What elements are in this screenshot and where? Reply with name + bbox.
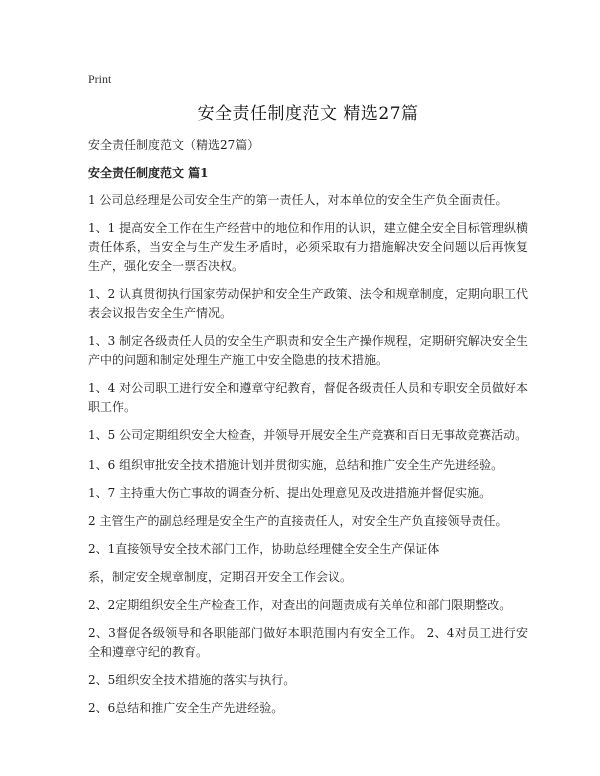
paragraph: 系，制定安全规章制度，定期召开安全工作会议。 — [88, 570, 353, 584]
paragraph: 1、7 主持重大伤亡事故的调查分析、提出处理意见及改进措施并督促实施。 — [88, 486, 492, 500]
paragraph: 2、3督促各级领导和各职能部门做好本职范围内有安全工作。 2、4对员工进行安全和遵章守纪的教育。 — [88, 626, 528, 659]
paragraph: 2、5组织安全技术措施的落实与执行。 — [88, 673, 296, 687]
paragraph: 1、5 公司定期组织安全大检查，并领导开展安全生产竞赛和百日无事故竞赛活动。 — [88, 428, 528, 442]
paragraph: 1、2 认真贯彻执行国家劳动保护和安全生产政策、法令和规章制度，定期向职工代表会议报告安全生产情况。 — [88, 287, 528, 320]
print-label[interactable]: Print — [88, 72, 112, 86]
paragraph: 2、6总结和推广安全生产先进经验。 — [88, 701, 284, 715]
document-page — [88, 70, 528, 718]
paragraph: 1、4 对公司职工进行安全和遵章守纪教育，督促各级责任人员和专职安全员做好本职工作。 — [88, 381, 528, 414]
page-title: 安全责任制度范文 精选27篇 — [197, 104, 419, 124]
paragraph: 1、6 组织审批安全技术措施计划并贯彻实施，总结和推广安全生产先进经验。 — [88, 458, 504, 472]
paragraph: 1 公司总经理是公司安全生产的第一责任人，对本单位的安全生产负全面责任。 — [88, 193, 508, 207]
paragraph: 2、1直接领导安全技术部门工作，协助总经理健全安全生产保证体 — [88, 542, 440, 556]
paragraph: 2 主管生产的副总经理是安全生产的直接责任人，对安全生产负直接领导责任。 — [88, 514, 508, 528]
paragraph: 1、3 制定各级责任人员的安全生产职责和安全生产操作规程，定期研究解决安全生产中的问题和制定处理生产施工中安全隐患的技术措施。 — [88, 334, 528, 367]
section-heading: 安全责任制度范文 篇1 — [88, 166, 209, 180]
document-subtitle: 安全责任制度范文（精选27篇） — [88, 138, 260, 152]
paragraph: 1、1 提高安全工作在生产经营中的地位和作用的认识，建立健全安全目标管理纵横责任体系，当安全与生产发生矛盾时，必须采取有力措施解决安全问题以后再恢复生产，强化安全一票否决权。 — [88, 221, 528, 273]
paragraph: 2、2定期组织安全生产检查工作，对查出的问题责成有关单位和部门限期整改。 — [88, 598, 512, 612]
